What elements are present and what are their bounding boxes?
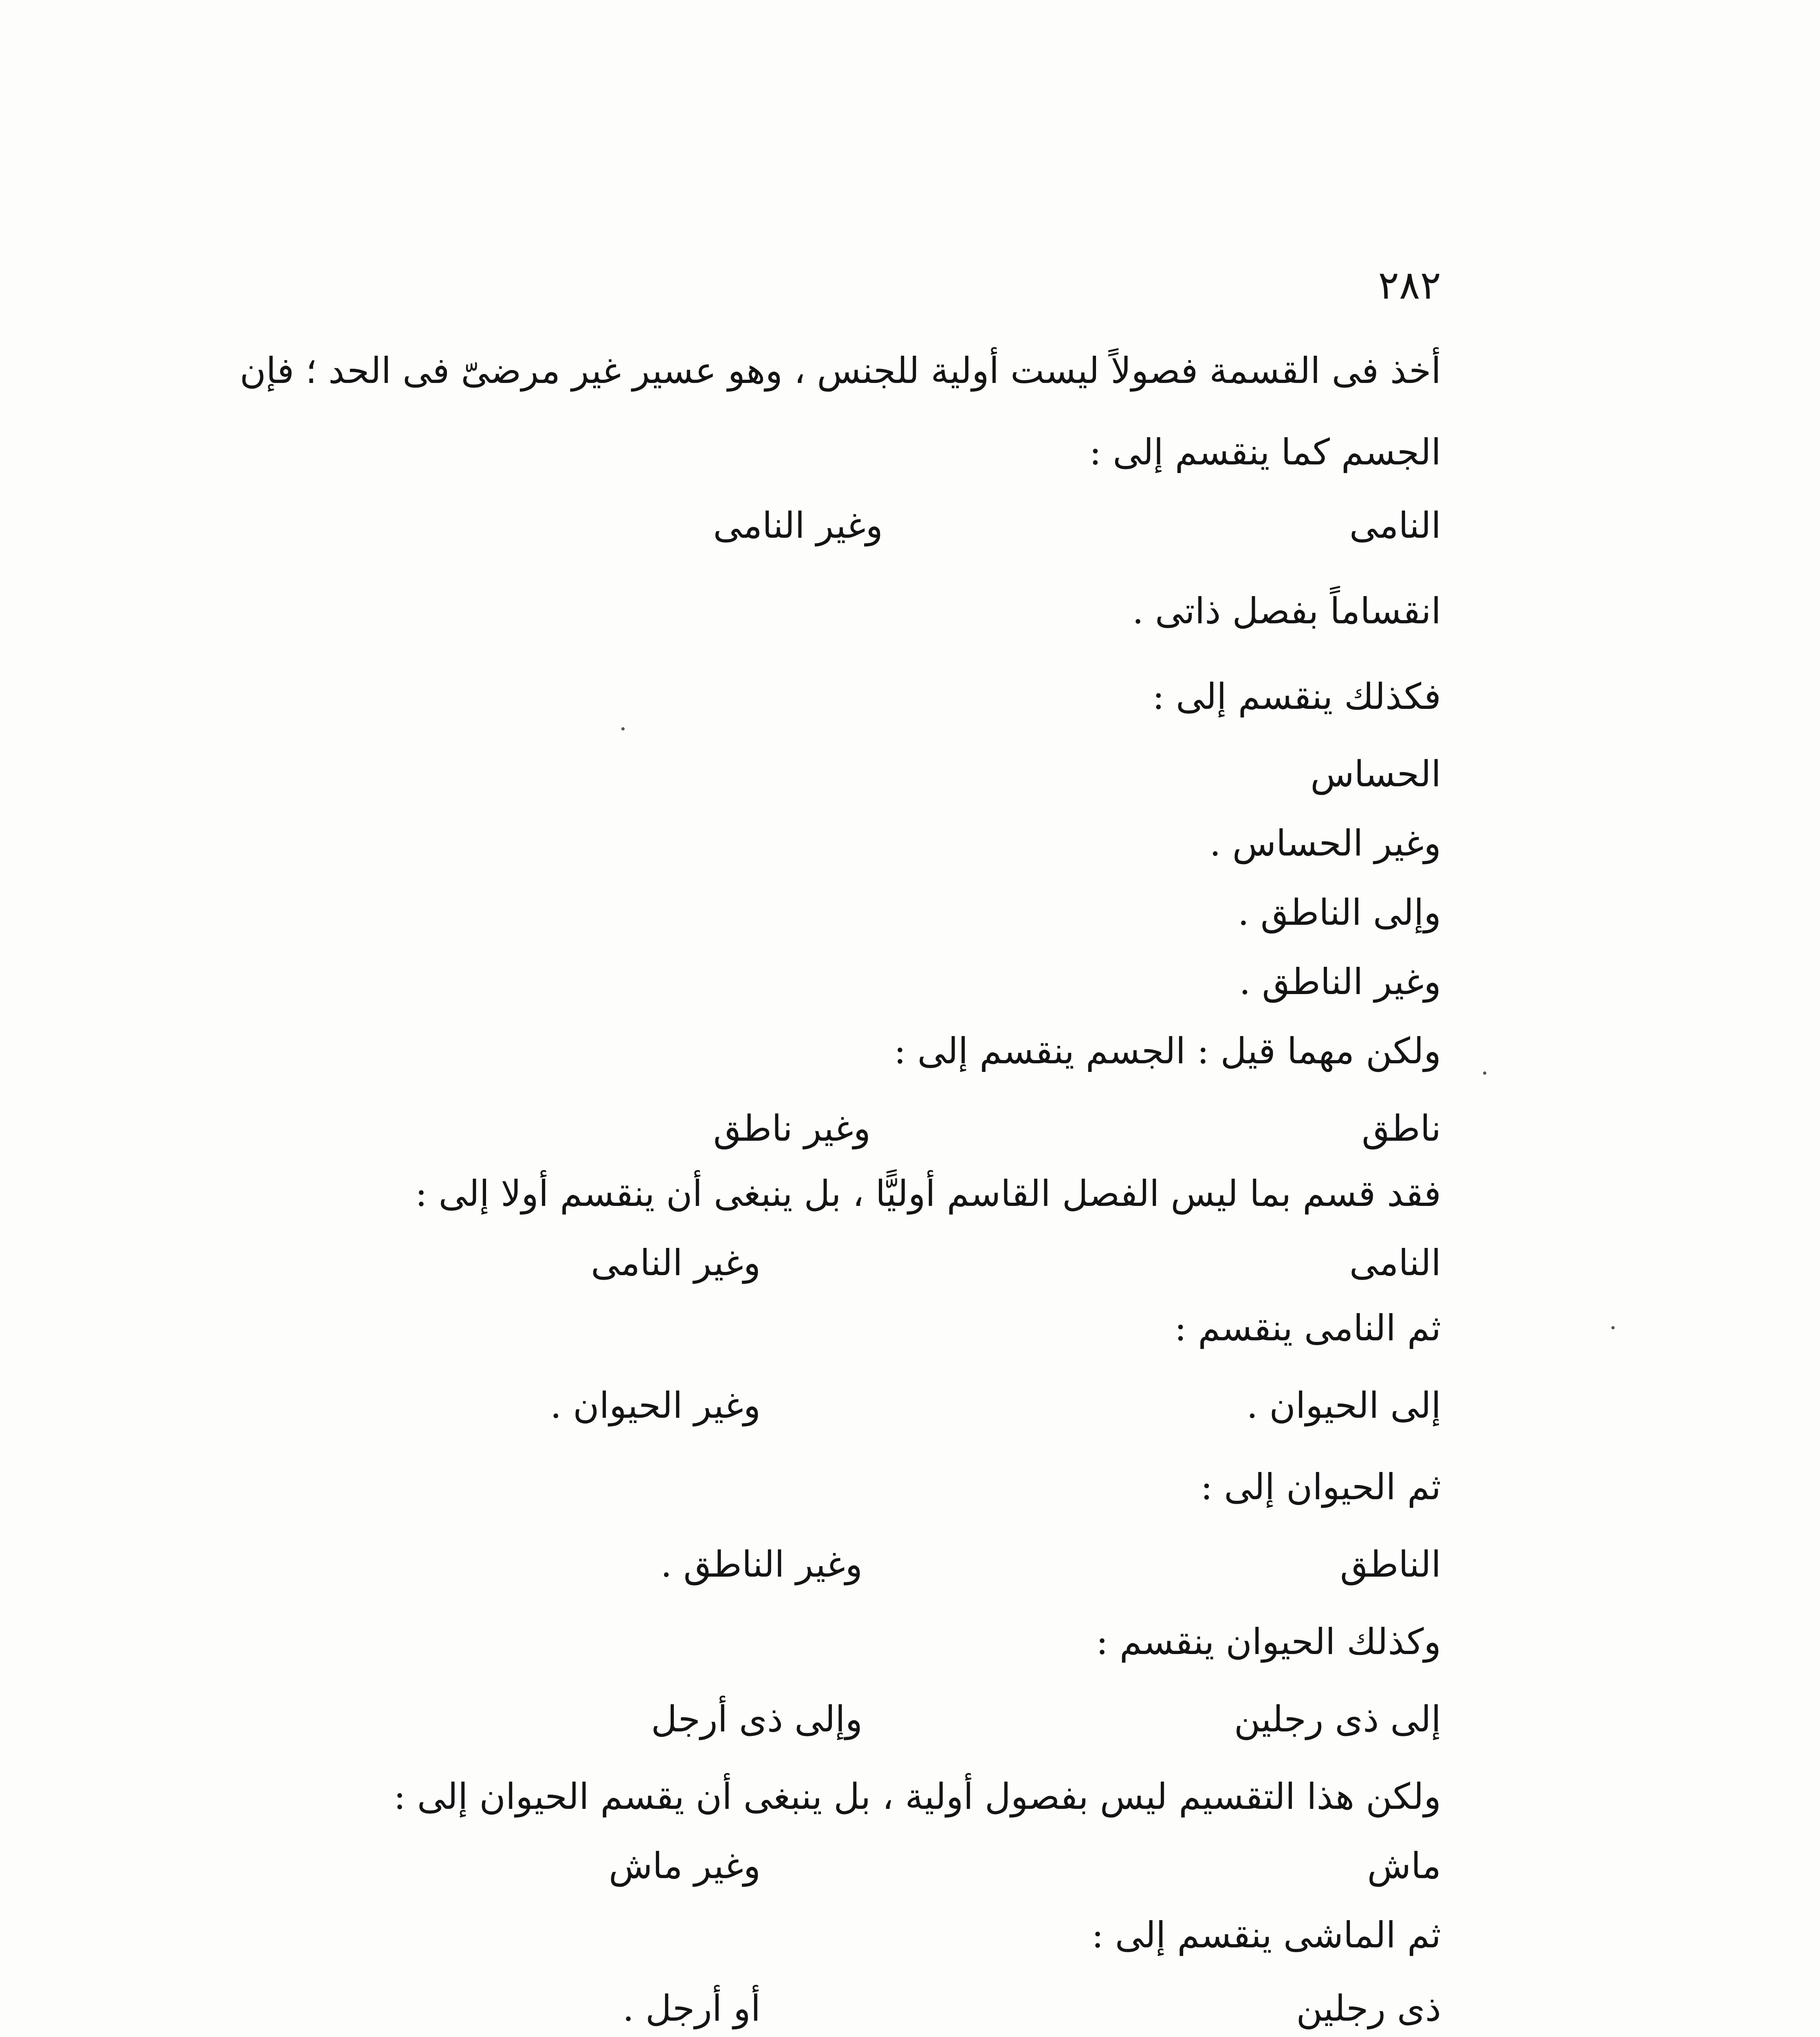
text-line: فقد قسم بما ليس الفصل القاسم أوليًّا ، بل ينبغى أن ينقسم أولا إلى : [415,1172,1441,1214]
text-line: وغير الناطق . [1239,961,1441,1003]
text-line: وإلى الناطق . [1237,891,1441,933]
column-term-left: وغير الناطق . [660,1543,863,1585]
text-line: أخذ فى القسمة فصولاً ليست أولية للجنس ، وهو عسير غير مرضىّ فى الحد ؛ فإن [240,350,1441,392]
text-line: الحساس [1310,753,1441,795]
column-term-right: النامى [1349,1242,1441,1284]
column-term-right: الناطق [1340,1543,1441,1585]
text-line: انقساماً بفصل ذاتى . [1132,590,1441,632]
column-term-right: ذى رجلين [1296,1987,1441,2029]
text-line: ولكن مهما قيل : الجسم ينقسم إلى : [893,1030,1441,1072]
text-line: ثم النامى ينقسم : [1174,1307,1441,1349]
column-term-left: وغير ناطق [713,1107,871,1149]
column-term-right: النامى [1349,504,1441,546]
text-line: وكذلك الحيوان ينقسم : [1096,1621,1441,1663]
column-term-right: إلى ذى رجلين [1234,1698,1441,1740]
column-term-left: وغير ماش [609,1845,761,1887]
column-term-left: وغير النامى [591,1242,761,1284]
column-term-left: وغير الحيوان . [550,1384,761,1426]
column-term-left: أو أرجل . [623,1987,761,2029]
column-term-left: وإلى ذى أرجل [651,1698,863,1740]
text-line: وغير الحساس . [1209,822,1441,864]
column-term-right: ماش [1367,1845,1441,1887]
column-term-right: ناطق [1362,1107,1441,1149]
text-line: فكذلك ينقسم إلى : [1152,675,1441,717]
column-term-left: وغير النامى [713,504,883,546]
page-number: ٢٨٢ [1378,262,1441,308]
scan-speck [1483,1071,1486,1075]
scan-speck [621,727,625,730]
text-line: الجسم كما ينقسم إلى : [1089,431,1441,473]
scan-speck [1611,1326,1615,1329]
text-line: ثم الماشى ينقسم إلى : [1092,1914,1441,1956]
text-line: ثم الحيوان إلى : [1200,1466,1441,1508]
column-term-right: إلى الحيوان . [1246,1384,1441,1426]
text-line: ولكن هذا التقسيم ليس بفصول أولية ، بل ينبغى أن يقسم الحيوان إلى : [394,1775,1441,1817]
